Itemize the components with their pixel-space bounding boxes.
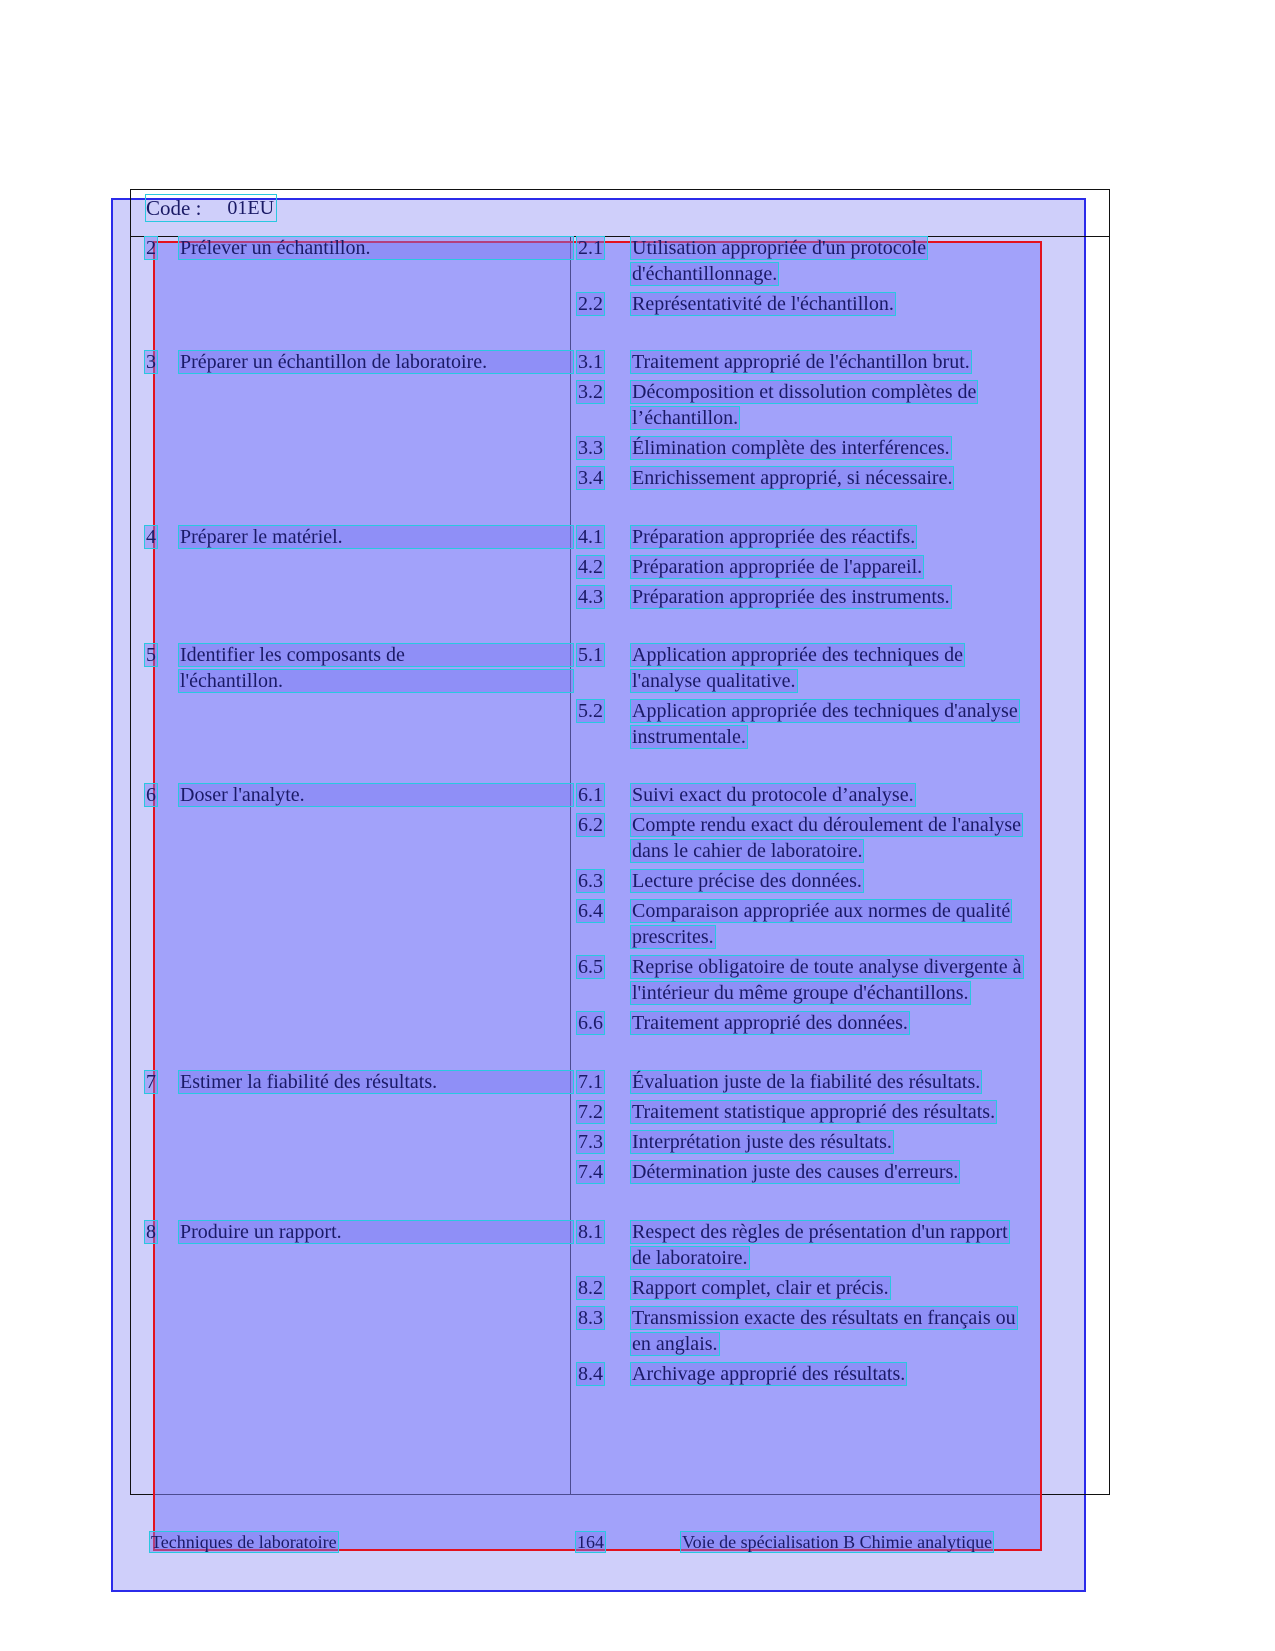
code-label: Code : bbox=[146, 195, 202, 220]
criterion-text: Traitement approprié des données. bbox=[632, 1012, 908, 1034]
criterion-text: dans le cahier de laboratoire. bbox=[632, 840, 863, 862]
criterion-text: Suivi exact du protocole d’analyse. bbox=[632, 784, 914, 806]
criterion-number: 4.3 bbox=[578, 586, 603, 608]
criterion-text: Élimination complète des interférences. bbox=[632, 437, 950, 459]
element-number: 7 bbox=[146, 1071, 156, 1093]
criterion-number: 4.1 bbox=[578, 526, 603, 548]
element-number: 3 bbox=[146, 351, 156, 373]
criterion-number: 7.4 bbox=[578, 1161, 603, 1183]
criterion-text: Évaluation juste de la fiabilité des résultats. bbox=[632, 1071, 981, 1093]
element-statement: Préparer le matériel. bbox=[178, 525, 574, 549]
criterion-text: instrumentale. bbox=[632, 726, 746, 748]
element-number: 4 bbox=[146, 526, 156, 548]
criterion-text: Préparation appropriée des réactifs. bbox=[632, 526, 916, 548]
criterion-number: 8.2 bbox=[578, 1277, 603, 1299]
element-statement: Identifier les composants de bbox=[178, 643, 574, 667]
criterion-number: 3.2 bbox=[578, 381, 603, 403]
footer-specialization: Voie de spécialisation B Chimie analytique bbox=[682, 1532, 993, 1552]
criterion-number: 7.2 bbox=[578, 1101, 603, 1123]
criterion-text: l'analyse qualitative. bbox=[632, 670, 796, 692]
criterion-text: prescrites. bbox=[632, 926, 714, 948]
criterion-text: Archivage approprié des résultats. bbox=[632, 1363, 906, 1385]
criterion-number: 6.6 bbox=[578, 1012, 603, 1034]
criterion-text: Application appropriée des techniques de bbox=[632, 644, 963, 666]
footer-page-number: 164 bbox=[577, 1532, 604, 1552]
footer-program: Techniques de laboratoire bbox=[151, 1532, 337, 1552]
criterion-text: Compte rendu exact du déroulement de l'analyse bbox=[632, 814, 1022, 836]
criterion-text: Décomposition et dissolution complètes de bbox=[632, 381, 977, 403]
criterion-text: en anglais. bbox=[632, 1333, 718, 1355]
criterion-text: Traitement statistique approprié des résultats. bbox=[632, 1101, 996, 1123]
criterion-text: Représentativité de l'échantillon. bbox=[632, 293, 894, 315]
criterion-text: Traitement approprié de l'échantillon brut. bbox=[632, 351, 970, 373]
criterion-text: Application appropriée des techniques d'analyse bbox=[632, 700, 1018, 722]
competency-code bbox=[145, 194, 277, 222]
criterion-text: Reprise obligatoire de toute analyse divergente à bbox=[632, 956, 1022, 978]
element-statement: Prélever un échantillon. bbox=[178, 236, 574, 260]
criterion-number: 6.4 bbox=[578, 900, 603, 922]
criterion-number: 8.4 bbox=[578, 1363, 603, 1385]
criterion-number: 4.2 bbox=[578, 556, 603, 578]
element-statement: l'échantillon. bbox=[178, 669, 574, 693]
criterion-text: Respect des règles de présentation d'un rapport bbox=[632, 1221, 1008, 1243]
criterion-text: l'intérieur du même groupe d'échantillons. bbox=[632, 982, 969, 1004]
element-number: 6 bbox=[146, 784, 156, 806]
criterion-number: 2.2 bbox=[578, 293, 603, 315]
criterion-text: Comparaison appropriée aux normes de qualité bbox=[632, 900, 1011, 922]
criterion-number: 7.1 bbox=[578, 1071, 603, 1093]
criterion-number: 2.1 bbox=[578, 237, 603, 259]
element-statement: Doser l'analyte. bbox=[178, 783, 574, 807]
element-number: 5 bbox=[146, 644, 156, 666]
criterion-number: 8.3 bbox=[578, 1307, 603, 1329]
criterion-text: Préparation appropriée de l'appareil. bbox=[632, 556, 923, 578]
criterion-number: 3.3 bbox=[578, 437, 603, 459]
element-statement: Estimer la fiabilité des résultats. bbox=[178, 1070, 574, 1094]
criterion-text: Interprétation juste des résultats. bbox=[632, 1131, 892, 1153]
criterion-text: Utilisation appropriée d'un protocole bbox=[632, 237, 927, 259]
criterion-number: 3.4 bbox=[578, 467, 603, 489]
criterion-text: Rapport complet, clair et précis. bbox=[632, 1277, 889, 1299]
criterion-text: de laboratoire. bbox=[632, 1247, 748, 1269]
criterion-text: d'échantillonnage. bbox=[632, 263, 778, 285]
criterion-text: l’échantillon. bbox=[632, 407, 739, 429]
criterion-number: 7.3 bbox=[578, 1131, 603, 1153]
element-statement: Préparer un échantillon de laboratoire. bbox=[178, 350, 574, 374]
criterion-text: Enrichissement approprié, si nécessaire. bbox=[632, 467, 953, 489]
element-number: 2 bbox=[146, 237, 156, 259]
criterion-number: 8.1 bbox=[578, 1221, 603, 1243]
code-value: 01EU bbox=[227, 196, 275, 219]
criterion-text: Transmission exacte des résultats en français ou bbox=[632, 1307, 1016, 1329]
criterion-number: 5.2 bbox=[578, 700, 603, 722]
criterion-number: 5.1 bbox=[578, 644, 603, 666]
element-statement: Produire un rapport. bbox=[178, 1220, 574, 1244]
criterion-text: Lecture précise des données. bbox=[632, 870, 862, 892]
criterion-number: 6.1 bbox=[578, 784, 603, 806]
element-number: 8 bbox=[146, 1221, 156, 1243]
criterion-number: 6.5 bbox=[578, 956, 603, 978]
criterion-number: 6.3 bbox=[578, 870, 603, 892]
criterion-number: 6.2 bbox=[578, 814, 603, 836]
criterion-number: 3.1 bbox=[578, 351, 603, 373]
criterion-text: Détermination juste des causes d'erreurs. bbox=[632, 1161, 959, 1183]
criterion-text: Préparation appropriée des instruments. bbox=[632, 586, 950, 608]
